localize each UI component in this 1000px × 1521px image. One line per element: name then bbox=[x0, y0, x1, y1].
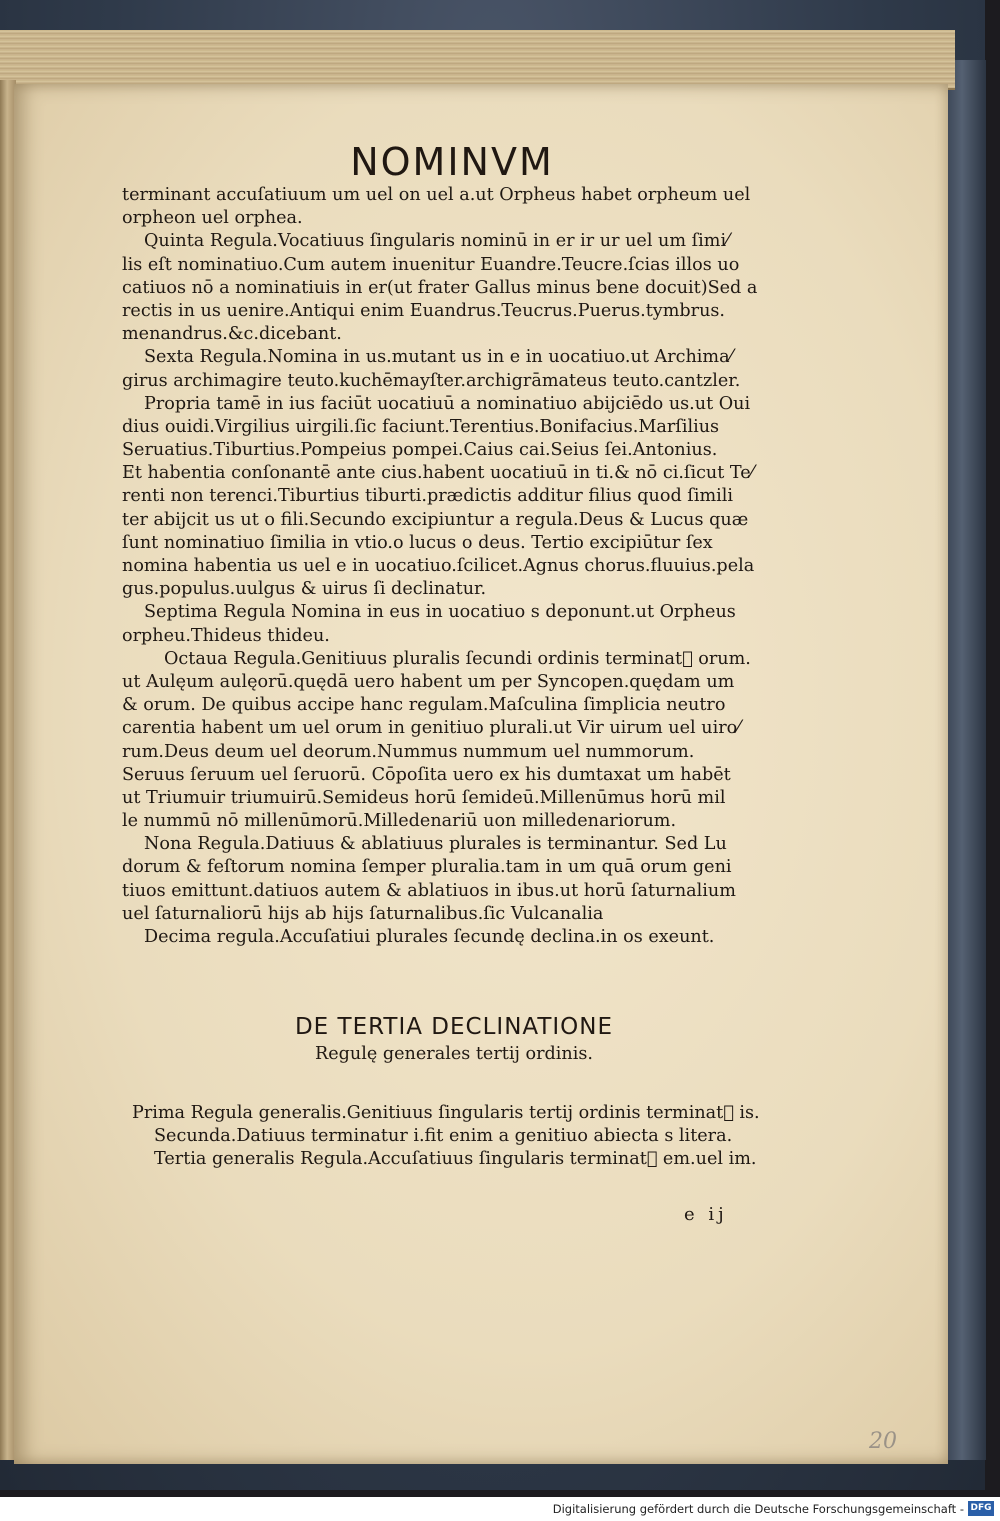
dfg-logo: DFG bbox=[968, 1501, 994, 1516]
book-spine-edge bbox=[945, 60, 986, 1460]
text-line: Et habentia conſonantē ante cius.habent uocatiuū in ti.& nō ci.ſicut Te⁄ bbox=[122, 463, 754, 484]
text-line: le nummū nō millenūmorū.Milledenariū uon milledenariorum. bbox=[122, 811, 677, 832]
text-line: tiuos emittunt.datiuos autem & ablatiuos in ibus.ut horū ſaturnalium bbox=[122, 880, 736, 901]
pencil-folio-note: 20 bbox=[869, 1429, 897, 1454]
text-line: ter abijcit us ut o fili.Secundo excipiuntur a regula.Deus & Lucus quæ bbox=[122, 509, 749, 530]
footer-credit: Digitalisierung gefördert durch die Deutsche Forschungsgemeinschaft - bbox=[552, 1502, 964, 1516]
page-edges bbox=[0, 30, 955, 90]
rule-line: Prima Regula generalis.Genitiuus ſingularis tertij ordinis terminat᷑ is. bbox=[132, 1103, 760, 1123]
text-line: dius ouidi.Virgilius uirgili.ſic faciunt.Terentius.Bonifacius.Marſilius bbox=[122, 416, 720, 437]
text-line: menandrus.&c.dicebant. bbox=[122, 324, 342, 345]
book-page bbox=[14, 84, 948, 1464]
text-line: catiuos nō a nominatiuis in er(ut frater Gallus minus bene docuit)Sed a bbox=[122, 277, 758, 298]
running-head: NOMINVM bbox=[350, 140, 554, 184]
text-line: Quinta Regula.Vocatiuus ſingularis nominū in er ir ur uel um ſimi⁄ bbox=[144, 231, 730, 252]
text-line: Propria tamē in ius faciūt uocatiuū a nominatiuo abijciēdo us.ut Oui bbox=[144, 393, 751, 414]
text-line: Seruus ſeruum uel ſeruorū. Cōpoſita uero ex his dumtaxat um habēt bbox=[122, 764, 731, 785]
text-line: ut Aulęum aulęorū.quędā uero habent um per Syncopen.quędam um bbox=[122, 671, 735, 692]
text-line: terminant accuſatiuum um uel on uel a.ut Orpheus habet orpheum uel bbox=[122, 185, 751, 205]
section-subheading: Regulę generales tertij ordinis. bbox=[315, 1044, 593, 1064]
text-line: Septima Regula Nomina in eus in uocatiuo s deponunt.ut Orpheus bbox=[144, 602, 736, 623]
rules-block bbox=[132, 1102, 812, 1172]
main-text-block bbox=[122, 184, 802, 949]
text-line: dorum & feſtorum nomina ſemper pluralia.tam in um quā orum geni bbox=[122, 857, 732, 878]
text-line: girus archimagire teuto.kuchēmayſter.archigrāmateus teuto.cantzler. bbox=[122, 370, 741, 391]
text-line: Nona Regula.Datiuus & ablatiuus plurales is terminantur. Sed Lu bbox=[144, 834, 727, 855]
text-line: ſunt nominatiuo ſimilia in vtio.o lucus o deus. Tertio excipiūtur ſex bbox=[122, 532, 713, 553]
rule-line: Tertia generalis Regula.Accuſatiuus ſingularis terminat᷑ em.uel im. bbox=[154, 1149, 757, 1170]
text-line: Sexta Regula.Nomina in us.mutant us in e in uocatiuo.ut Archima⁄ bbox=[144, 347, 733, 368]
text-line: Decima regula.Accuſatiui plurales ſecundę declina.in os exeunt. bbox=[144, 927, 715, 947]
text-line: & orum. De quibus accipe hanc regulam.Maſculina ſimplicia neutro bbox=[122, 695, 726, 716]
text-line: rum.Deus deum uel deorum.Nummus nummum uel nummorum. bbox=[122, 741, 695, 762]
text-line: Octaua Regula.Genitiuus pluralis ſecundi ordinis terminat᷑ orum. bbox=[164, 648, 751, 669]
section-heading: DE TERTIA DECLINATIONE bbox=[294, 1014, 614, 1040]
text-line: gus.populus.uulgus & uirus ſi declinatur. bbox=[122, 579, 487, 600]
rule-line: Secunda.Datiuus terminatur i.fit enim a genitiuo abiecta s litera. bbox=[154, 1126, 733, 1147]
text-line: uel ſaturnaliorū hijs ab hijs ſaturnalibus.ſic Vulcanalia bbox=[122, 903, 604, 924]
text-line: ut Triumuir triumuirū.Semideus horū ſemideū.Millenūmus horū mil bbox=[122, 787, 726, 808]
text-line: orpheon uel orphea. bbox=[122, 208, 303, 229]
text-line: renti non terenci.Tiburtius tiburti.prædictis additur filius quod ſimili bbox=[122, 486, 734, 507]
text-line: lis eſt nominatiuo.Cum autem inuenitur Euandre.Teucre.ſcias illos uo bbox=[122, 254, 740, 275]
text-line: Seruatius.Tiburtius.Pompeius pompei.Caius cai.Seius ſei.Antonius. bbox=[122, 440, 718, 461]
text-line: rectis in us uenire.Antiqui enim Euandrus.Teucrus.Puerus.tymbrus. bbox=[122, 300, 726, 321]
text-line: nomina habentia us uel e in uocatiuo.ſcilicet.Agnus chorus.fluuius.pela bbox=[122, 556, 755, 576]
text-line: carentia habent um uel orum in genitiuo plurali.ut Vir uirum uel uiro⁄ bbox=[122, 718, 741, 739]
text-line: orpheu.Thideus thideu. bbox=[122, 625, 330, 646]
signature-mark: e ij bbox=[684, 1204, 728, 1225]
